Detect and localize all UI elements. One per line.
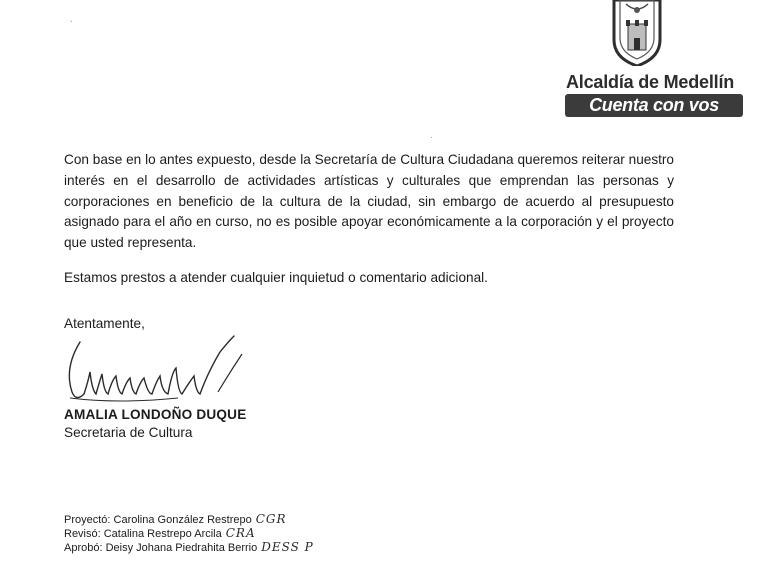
coat-of-arms-icon (608, 0, 666, 66)
footer-reviewed: Revisó: Catalina Restrepo Arcila (64, 528, 222, 540)
brand-name: Alcaldía de Medellín (566, 72, 735, 92)
body-paragraph-2: Estamos prestos a atender cualquier inquietud o comentario adicional. (64, 270, 488, 285)
signer-title: Secretaria de Cultura (64, 425, 193, 440)
approved-initials: DESS P (261, 540, 314, 554)
salutation: Atentamente, (64, 316, 145, 331)
alcaldia-logo (566, 0, 746, 120)
projected-initials: CGR (255, 512, 287, 526)
paper-speck: ˋ (70, 20, 73, 29)
approval-footer (64, 513, 314, 555)
brand-tagline: Cuenta con vos (565, 94, 743, 117)
paper-speck: · (430, 133, 433, 142)
handwritten-signature (58, 332, 258, 412)
footer-approved-line (64, 541, 314, 555)
reviewed-initials: CRA (225, 526, 256, 540)
footer-reviewed-line (64, 527, 314, 541)
footer-approved: Aprobó: Deisy Johana Piedrahita Berrio (64, 542, 258, 554)
signer-name: AMALIA LONDOÑO DUQUE (64, 407, 247, 422)
footer-projected: Proyectó: Carolina González Restrepo (64, 514, 252, 526)
body-paragraph-1: Con base en lo antes expuesto, desde la Secretaría de Cultura Ciudadana queremos reiterar nuestro interés en el desarrollo de actividades artísticas y culturales que emprendan las personas y corporaciones en beneficio de la cultura de la ciudad, sin embargo de acuerdo al presupuesto asignado para el año en curso, no es posible apoyar económicamente a la corporación y el proyecto que usted representa. (64, 152, 674, 251)
footer-projected-line (64, 513, 314, 527)
